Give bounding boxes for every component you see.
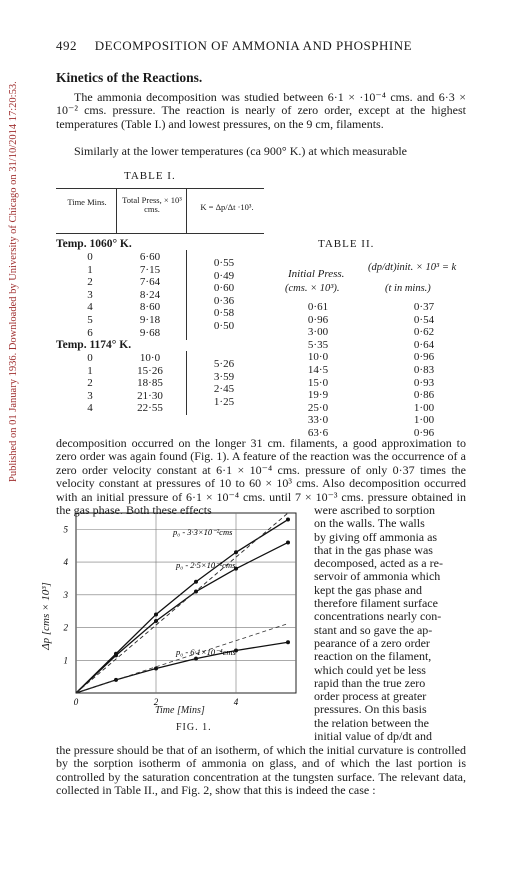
cell: 0·58 <box>213 307 235 320</box>
cell: 0·96 <box>307 313 329 326</box>
curve-label: p₀ - 3·3×10⁻²cms <box>173 527 233 537</box>
line: rapid than the true zero <box>314 675 426 690</box>
line: concentrations nearly con- <box>314 609 442 624</box>
section-title: Kinetics of the Reactions. <box>56 70 203 85</box>
data-point <box>194 657 198 661</box>
line: initial value of dp/dt and <box>314 729 432 744</box>
cell: 0·49 <box>213 269 235 282</box>
cell: 2 <box>87 377 93 390</box>
x-tick-label: 0 <box>73 697 79 707</box>
table2-col-k <box>402 301 446 440</box>
cell: 3 <box>87 389 93 402</box>
table1-k-col-2 <box>204 358 244 408</box>
running-title: DECOMPOSITION OF AMMONIA AND PHOSPHINE <box>94 38 413 53</box>
cell: 0·55 <box>213 257 235 269</box>
cell: 5 <box>87 313 93 326</box>
cell: 9·18 <box>139 313 161 326</box>
y-tick-label: 3 <box>63 589 68 600</box>
curve-label: p₀ - 2·5×10⁻²cms <box>176 560 236 570</box>
cell: 3 <box>87 288 93 301</box>
cell: 15·0 <box>307 376 329 389</box>
cell: 25·0 <box>307 401 329 414</box>
cell: 0·62 <box>413 326 435 339</box>
data-point <box>286 518 290 522</box>
table1-k-col-1 <box>204 257 244 333</box>
cell: 8·24 <box>139 288 161 301</box>
data-point <box>286 540 290 544</box>
paragraph-2: Similarly at the lower temperatures (ca 900° K.) at which measurable <box>74 144 408 158</box>
cell: 8·60 <box>139 301 161 314</box>
cell: 0·54 <box>413 313 435 326</box>
cell: 3·00 <box>307 326 329 339</box>
figure-ylabel: Δp [cms × 10³] <box>40 582 52 650</box>
y-tick-label: 4 <box>63 557 68 568</box>
cell: 1 <box>87 364 93 377</box>
cell: 9·68 <box>139 326 161 339</box>
figure-xlabel: Time [Mins] <box>155 705 205 716</box>
line: therefore filament surface <box>314 596 438 611</box>
cell: 19·9 <box>307 389 329 402</box>
x-tick-label: 4 <box>233 697 239 707</box>
table1-press-col-1 <box>130 251 170 339</box>
data-point <box>114 678 118 682</box>
table1-press-col-2 <box>130 352 170 415</box>
cell: 6 <box>87 326 93 339</box>
line: servoir of ammonia which <box>314 569 441 584</box>
cell: 33·0 <box>307 414 329 427</box>
table1-header-time: Time Mins. <box>67 197 107 207</box>
table1-caption: TABLE I. <box>124 170 176 182</box>
line: reaction on the filament, <box>314 649 432 664</box>
table2-header-k: (dp/dt)init. × 10³ = k <box>368 262 457 273</box>
cell: 1·00 <box>413 414 435 427</box>
line: on the walls. The walls <box>314 516 425 531</box>
table1-time-col-1 <box>80 251 100 339</box>
cell: 1 <box>87 263 93 276</box>
cell: 0·37 <box>413 301 435 313</box>
curve-label: p₀ - 6·1×10⁻⁴cms <box>176 647 236 657</box>
data-point <box>154 612 158 616</box>
cell: 21·30 <box>137 389 163 402</box>
table2-header-initial-unit: (cms. × 10³). <box>285 283 340 294</box>
line: decomposed, acted as a re- <box>314 556 443 571</box>
cell: 0·36 <box>213 294 235 307</box>
series-line <box>76 520 288 693</box>
cell: 0 <box>87 352 93 364</box>
line: the relation between the <box>314 715 429 730</box>
cell: 1·00 <box>413 401 435 414</box>
paragraph-3: decomposition occurred on the longer 31 cm. filaments, a good approximation to zero order was again found (Fig. 1). A feature of the reaction was the occurrence of a zero order velocity constant at 6·1 × 10⁻⁴ cms. pressure of only 0·37 times the velocity constant at pressures of 10 to 60 × 10³ cms. Also decomposition occurred with an initial pressure of 6·1 × 10⁻⁴ cms. until 7 × 10⁻³ cms. pressure obtained in the gas phase. Both these effects <box>56 436 466 518</box>
line: stant and so gave the ap- <box>314 622 433 637</box>
table2-caption: TABLE II. <box>318 238 375 250</box>
cell: 0·60 <box>213 282 235 295</box>
page-number: 492 <box>56 38 77 53</box>
table1-temp-1060: Temp. 1060° K. <box>56 238 132 250</box>
data-point <box>194 580 198 584</box>
table2-col-initial <box>296 301 340 440</box>
figure-1-plot <box>58 505 308 717</box>
data-point <box>154 619 158 623</box>
y-tick-label: 5 <box>63 524 68 535</box>
cell: 0·83 <box>413 363 435 376</box>
cell: 2 <box>87 276 93 289</box>
cell: 2·45 <box>213 383 235 396</box>
cell: 3·59 <box>213 370 235 383</box>
paragraph-1: The ammonia decomposition was studied between 6·1 × ·10⁻⁴ cms. and 6·3 × 10⁻² cms. pressure. The reaction is nearly of zero order, except at the highest temperatures (Table I.) and lowest pressures, on the 9 cm, filaments. <box>56 90 466 131</box>
cell: 18·85 <box>137 377 163 390</box>
line: pearance of a zero order <box>314 635 430 650</box>
plot-frame <box>76 513 296 693</box>
cell: 63·6 <box>307 426 329 439</box>
cell: 6·60 <box>139 251 161 263</box>
line: kept the gas phase and <box>314 582 422 597</box>
y-tick-label: 1 <box>63 655 68 666</box>
paragraph-4 <box>314 504 472 743</box>
line: by giving off ammonia as <box>314 529 438 544</box>
line: pressures. On this basis <box>314 702 427 717</box>
cell: 0 <box>87 251 93 263</box>
cell: 10·0 <box>139 352 161 364</box>
line: that in the gas phase was <box>314 542 433 557</box>
cell: 4 <box>87 301 93 314</box>
cell: 15·26 <box>137 364 163 377</box>
cell: 4 <box>87 402 93 415</box>
cell: 7·64 <box>139 276 161 289</box>
figure-caption: FIG. 1. <box>176 722 212 733</box>
provenance-sidebar: Published on 01 January 1936. Downloaded by University of Chicago on 31/10/2014 17:20:53. <box>8 81 19 482</box>
table2-header-k-unit: (t in mins.) <box>385 283 431 294</box>
line: order process at greater <box>314 689 427 704</box>
table1-header-k: K = Δp/Δt ·10³. <box>200 202 254 212</box>
cell: 0·96 <box>413 426 435 439</box>
cell: 7·15 <box>139 263 161 276</box>
cell: 5·35 <box>307 338 329 351</box>
figure-ylabel-wrap <box>36 560 52 680</box>
table1-temp-1174: Temp. 1174° K. <box>56 339 132 351</box>
table1-header-total: Total Press, × 10³ cms. <box>122 195 182 214</box>
data-point <box>154 666 158 670</box>
cell: 0·86 <box>413 389 435 402</box>
cell: 0·50 <box>213 319 235 332</box>
cell: 10·0 <box>307 351 329 364</box>
cell: 0·93 <box>413 376 435 389</box>
line: which could yet be less <box>314 662 426 677</box>
cell: 0·96 <box>413 351 435 364</box>
paragraph-5: the pressure should be that of an isotherm, of which the initial curvature is controlled by the sorption isotherm of ammonia on glass, and of which the last portion is controlled by the saturation concentration at the tungsten surface. The relevant data, collected in Table II., and Fig. 2, show that this is indeed the case : <box>56 743 466 798</box>
data-point <box>286 640 290 644</box>
data-point <box>194 590 198 594</box>
cell: 0·61 <box>307 301 329 313</box>
data-point <box>114 653 118 657</box>
cell: 0·64 <box>413 338 435 351</box>
cell: 5·26 <box>213 358 235 370</box>
line: were ascribed to sorption <box>314 503 435 517</box>
table2-header-initial: Initial Press. <box>288 268 345 280</box>
table1-time-col-2 <box>80 352 100 415</box>
data-point <box>234 550 238 554</box>
cell: 1·25 <box>213 395 235 408</box>
x-tick-label: 2 <box>153 697 159 707</box>
cell: 14·5 <box>307 363 329 376</box>
cell: 22·55 <box>137 402 163 415</box>
y-tick-label: 2 <box>63 622 68 633</box>
running-header <box>56 38 412 54</box>
